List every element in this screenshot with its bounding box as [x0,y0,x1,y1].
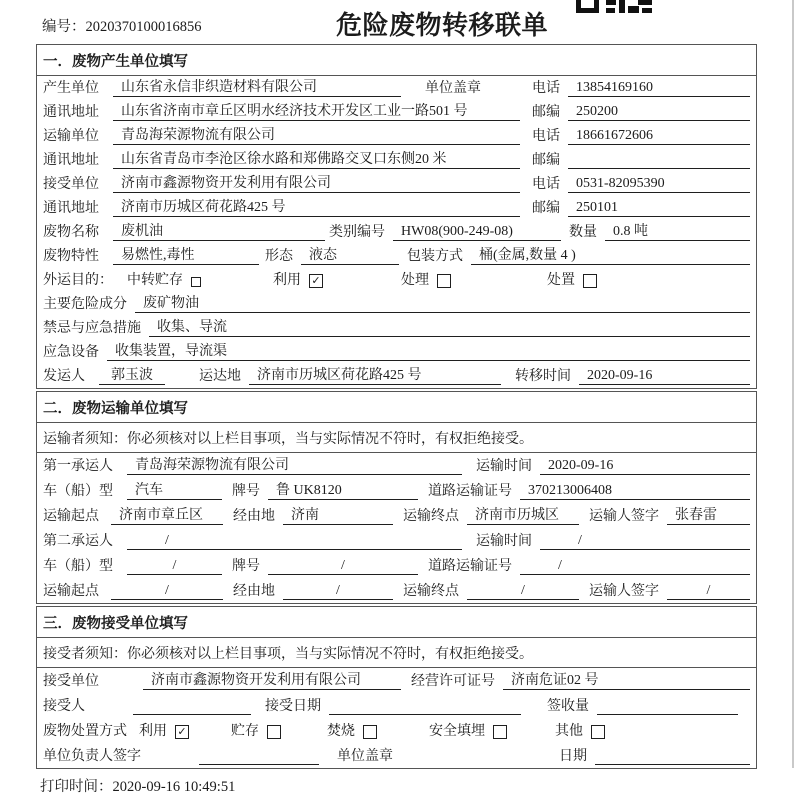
taboo-label: 禁忌与应急措施 [43,321,141,336]
packaging-value: 桶(金属,数量 4 ) [471,244,750,265]
doc-number-label: 编号： [42,19,86,35]
taboo-row [37,316,756,340]
accept-date-value [329,698,521,715]
plate2-value: / [268,558,418,575]
end2-value: / [467,583,579,600]
vehicle-label-1: 车（船）型 [43,484,113,499]
transporter-address-value: 山东省青岛市李沧区徐水路和郑佛路交叉口东侧20 米 [113,148,520,169]
disposal-option-burn [327,720,377,740]
plate-label-1: 牌号 [232,484,260,499]
carrier2-time-label: 运输时间 [476,534,532,549]
receiver-address-row [37,196,756,220]
disposal-option-use [139,720,189,740]
section1-title: 一．废物产生单位填写 [37,45,756,76]
disposal-other-label: 其他 [555,724,583,739]
vehicle1-value: 汽车 [127,479,222,500]
document-header [0,0,796,44]
receive-unit-value: 济南市鑫源物资开发利用有限公司 [143,669,401,690]
phone-label-2: 电话 [532,129,560,144]
head-sign-label: 单位负责人签字 [43,749,141,764]
transporter-label: 运输单位 [43,129,99,144]
carrier1-label: 第一承运人 [43,459,113,474]
sign2-value: / [667,583,750,600]
character-value: 易燃性,毒性 [113,244,259,265]
purpose-transfer-checkbox [191,277,201,287]
disposal-landfill-checkbox [493,725,507,739]
license-label-2: 道路运输证号 [428,559,512,574]
transfer-time-value: 2020-09-16 [579,368,750,385]
disposal-other-checkbox [591,725,605,739]
disposal-label: 废物处置方式 [43,724,127,739]
transporter-row [37,124,756,148]
end-label-1: 运输终点 [403,509,459,524]
section3-title: 三．废物接受单位填写 [37,607,756,638]
purpose-option-transfer [127,269,201,289]
purpose-label: 外运目的： [43,273,113,288]
print-time [40,775,796,796]
waste-name-value: 废机油 [113,220,325,241]
transfer-time-label: 转移时间 [515,369,571,384]
form-label: 形态 [265,249,293,264]
carrier2-label: 第二承运人 [43,534,113,549]
print-time-value: 2020-09-16 10:49:51 [112,779,236,795]
generator-phone-value: 13854169160 [568,80,750,97]
generator-label: 产生单位 [43,81,99,96]
generator-value: 山东省永信非织造材料有限公司 [113,76,401,97]
hazard-value: 废矿物油 [135,292,750,313]
via1-value: 济南 [283,504,393,525]
purpose-use-checkbox: ✓ [309,274,323,288]
print-time-label: 打印时间： [40,779,113,795]
section-transporter [36,391,757,604]
disposal-use-label: 利用 [139,724,167,739]
disposal-row [37,718,756,743]
carrier2-value: / [127,533,462,550]
route2-row [37,578,756,603]
section-receiver [36,606,757,769]
address-label-2: 通讯地址 [43,153,99,168]
disposal-option-landfill [429,720,507,740]
phone-label-1: 电话 [532,81,560,96]
category-label: 类别编号 [329,225,385,240]
quantity-label: 数量 [569,225,597,240]
vehicle2-value: / [127,558,222,575]
carrier1-value: 青岛海荣源物流有限公司 [127,454,462,475]
receive-unit-label: 接受单位 [43,674,99,689]
via-label-1: 经由地 [233,509,275,524]
acceptor-label: 接受人 [43,699,85,714]
equipment-row [37,340,756,364]
address-label-1: 通讯地址 [43,105,99,120]
purpose-row [37,268,756,292]
carrier1-time-value: 2020-09-16 [540,458,750,475]
purpose-option-use [273,269,323,289]
permit-label: 经营许可证号 [411,674,495,689]
purpose-option-treat [401,269,451,289]
received-qty-value [597,698,738,715]
postcode-label-2: 邮编 [532,153,560,168]
disposal-store-label: 贮存 [231,724,259,739]
hazard-row [37,292,756,316]
unit-seal-label: 单位盖章 [337,749,393,764]
disposal-burn-checkbox [363,725,377,739]
receiver-label: 接受单位 [43,177,99,192]
end1-value: 济南市历城区 [467,504,579,525]
permit-value: 济南危证02 号 [503,669,750,690]
qr-code-fragment-icon [576,0,652,13]
dest-label: 运达地 [199,369,241,384]
shipper-label: 发运人 [43,369,85,384]
date-value [595,748,750,765]
transporter-phone-value: 18661672606 [568,128,750,145]
license-label-1: 道路运输证号 [428,484,512,499]
receive-unit-row [37,668,756,693]
vehicle-label-2: 车（船）型 [43,559,113,574]
receiver-value: 济南市鑫源物资开发利用有限公司 [113,172,520,193]
carrier2-row [37,528,756,553]
receiver-phone-value: 0531-82095390 [568,176,750,193]
section2-title: 二．废物运输单位填写 [37,392,756,423]
postcode-label-1: 邮编 [532,105,560,120]
purpose-treat-checkbox [437,274,451,288]
purpose-dispose-label: 处置 [547,273,575,288]
via2-value: / [283,583,393,600]
transporter-value: 青岛海荣源物流有限公司 [113,124,520,145]
sign-label-1: 运输人签字 [589,509,659,524]
doc-number [42,15,202,36]
character-label: 废物特性 [43,249,99,264]
route1-row [37,503,756,528]
waste-character-row [37,244,756,268]
accept-date-label: 接受日期 [265,699,321,714]
quantity-value: 0.8 吨 [605,220,750,241]
purpose-transfer-label: 中转贮存 [127,273,183,288]
transporter-note: 运输者须知：你必须核对以上栏目事项，当与实际情况不符时，有权拒绝接受。 [37,423,756,453]
generator-postcode-value: 250200 [568,104,750,121]
origin-label-1: 运输起点 [43,509,99,524]
hazard-label: 主要危险成分 [43,297,127,312]
carrier2-time-value: / [540,533,750,550]
equipment-label: 应急设备 [43,345,99,360]
form-value: 液态 [301,244,399,265]
doc-number-value: 2020370100016856 [85,19,202,35]
shipper-value: 郭玉波 [99,364,165,385]
purpose-treat-label: 处理 [401,273,429,288]
received-qty-label: 签收量 [547,699,589,714]
transporter-address-row [37,148,756,172]
origin1-value: 济南市章丘区 [111,504,223,525]
date-label: 日期 [559,749,587,764]
origin2-value: / [111,583,223,600]
packaging-label: 包装方式 [407,249,463,264]
disposal-option-store [231,720,281,740]
carrier1-time-label: 运输时间 [476,459,532,474]
purpose-use-label: 利用 [273,273,301,288]
license2-value: / [520,558,750,575]
disposal-landfill-label: 安全填埋 [429,724,485,739]
plate1-value: 鲁 UK8120 [268,479,418,500]
carrier1-row [37,453,756,478]
waste-name-label: 废物名称 [43,225,99,240]
sign1-value: 张春雷 [667,504,750,525]
vehicle1-row [37,478,756,503]
end-label-2: 运输终点 [403,584,459,599]
vehicle2-row [37,553,756,578]
acceptor-row [37,693,756,718]
waste-name-row [37,220,756,244]
receiver-address-value: 济南市历城区荷花路425 号 [113,196,520,217]
acceptor-value [133,698,251,715]
address-label-3: 通讯地址 [43,201,99,216]
equipment-value: 收集装置，导流渠 [107,340,750,361]
sign-label-2: 运输人签字 [589,584,659,599]
head-sign-value [199,748,319,765]
category-value: HW08(900-249-08) [393,224,561,241]
phone-label-3: 电话 [532,177,560,192]
section-generator [36,44,757,389]
license1-value: 370213006408 [520,483,750,500]
via-label-2: 经由地 [233,584,275,599]
page-title: 危险废物转移联单 [336,10,549,40]
generator-address-row [37,100,756,124]
plate-label-2: 牌号 [232,559,260,574]
postcode-label-3: 邮编 [532,201,560,216]
disposal-burn-label: 焚烧 [327,724,355,739]
receiver-row [37,172,756,196]
origin-label-2: 运输起点 [43,584,99,599]
seal-label: 单位盖章 [425,81,481,96]
disposal-use-checkbox: ✓ [175,725,189,739]
taboo-value: 收集、导流 [149,316,750,337]
purpose-dispose-checkbox [583,274,597,288]
receiver-postcode-value: 250101 [568,200,750,217]
dest-value: 济南市历城区荷花路425 号 [249,364,501,385]
generator-address-value: 山东省济南市章丘区明水经济技术开发区工业一路501 号 [113,100,520,121]
disposal-store-checkbox [267,725,281,739]
transporter-postcode-value [568,152,750,169]
disposal-option-other [555,720,605,740]
head-sign-row [37,743,756,768]
shipper-row [37,364,756,388]
page-right-edge [792,0,794,768]
receiver-note: 接受者须知：你必须核对以上栏目事项，当与实际情况不符时，有权拒绝接受。 [37,638,756,668]
generator-row [37,76,756,100]
purpose-option-dispose [547,269,597,289]
